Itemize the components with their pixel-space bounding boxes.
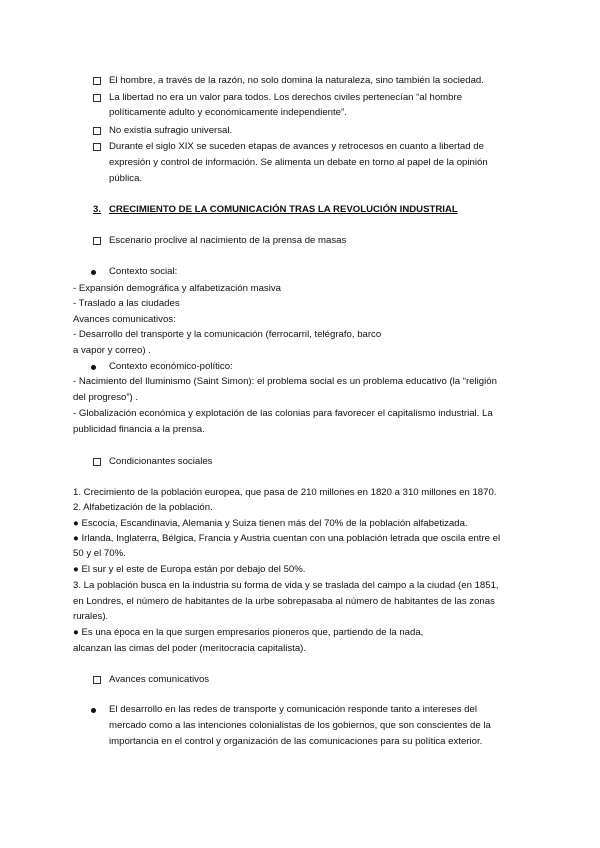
checkbox-icon bbox=[93, 127, 101, 135]
bullet-icon bbox=[91, 365, 96, 370]
social-line-1: - Expansión demográfica y alfabetización masiva bbox=[73, 283, 281, 294]
econ-line-1: - Nacimiento del Iluminismo (Saint Simon): el problema social es un problema educativo (la “religión bbox=[73, 376, 497, 387]
cond-line-11: alcanzan las cimas del poder (meritocracia capitalista). bbox=[73, 643, 307, 654]
checkbox-icon bbox=[93, 143, 101, 151]
avances-line-2: mercado como a las intenciones colonialistas de los gobiernos, que son conscientes de la bbox=[109, 720, 491, 731]
cond-line-4: ● Irlanda, Inglaterra, Bélgica, Francia y Austria cuentan con una población letrada que oscila entre el bbox=[73, 533, 501, 544]
condicionantes-label: Condicionantes sociales bbox=[109, 456, 213, 467]
section-number: 3. bbox=[93, 204, 102, 215]
social-line-4: - Desarrollo del transporte y la comunicación (ferrocarril, telégrafo, barco bbox=[73, 329, 382, 340]
cond-line-5: 50 y el 70%. bbox=[73, 548, 126, 559]
social-line-2: - Traslado a las ciudades bbox=[73, 298, 180, 309]
bullet-icon bbox=[91, 270, 96, 275]
intro-item-1: El hombre, a través de la razón, no solo domina la naturaleza, sino también la sociedad. bbox=[109, 75, 484, 86]
checkbox-icon bbox=[93, 237, 101, 245]
intro-item-4-line-1: Durante el siglo XIX se suceden etapas de avances y retrocesos en cuanto a libertad de bbox=[109, 141, 484, 152]
intro-item-2-line-2: políticamente adulto y económicamente independiente”. bbox=[109, 107, 347, 118]
intro-item-2-line-1: La libertad no era un valor para todos. Los derechos civiles pertenecían “al hombre bbox=[109, 92, 463, 103]
avances-line-3: importancia en el control y organización de las comunicaciones para su política exterior. bbox=[109, 736, 483, 747]
social-line-5: a vapor y correo) . bbox=[73, 345, 151, 356]
cond-line-6: ● El sur y el este de Europa están por debajo del 50%. bbox=[73, 564, 306, 575]
cond-line-2: 2. Alfabetización de la población. bbox=[73, 502, 213, 513]
cond-line-7: 3. La población busca en la industria su forma de vida y se traslada del campo a la ciudad (en 1851, bbox=[73, 580, 499, 591]
econ-context-heading: Contexto económico-político: bbox=[109, 361, 233, 372]
avances-line-1: El desarrollo en las redes de transporte y comunicación responde tanto a intereses del bbox=[109, 704, 477, 715]
section-title: CRECIMIENTO DE LA COMUNICACIÓN TRAS LA REVOLUCIÓN INDUSTRIAL bbox=[109, 204, 458, 215]
bullet-icon bbox=[91, 708, 96, 713]
checkbox-icon bbox=[93, 77, 101, 85]
intro-item-4-line-2: expresión y control de información. Se alimenta un debate en torno al papel de la opinión bbox=[109, 157, 488, 168]
cond-line-8: en Londres, el número de habitantes de la urbe sobrepasaba al número de habitantes de las zonas bbox=[73, 596, 495, 607]
checkbox-icon bbox=[93, 94, 101, 102]
checkbox-icon bbox=[93, 676, 101, 684]
intro-item-3: No existía sufragio universal. bbox=[109, 125, 233, 136]
checkbox-icon bbox=[93, 458, 101, 466]
cond-line-10: ● Es una época en la que surgen empresarios pioneros que, partiendo de la nada, bbox=[73, 627, 424, 638]
intro-item-4-line-3: pública. bbox=[109, 173, 143, 184]
social-line-3: Avances comunicativos: bbox=[73, 314, 176, 325]
econ-line-3: - Globalización económica y explotación de las colonias para favorecer el capitalismo industrial. La bbox=[73, 408, 493, 419]
cond-line-1: 1. Crecimiento de la población europea, que pasa de 210 millones en 1820 a 310 millones en 1870. bbox=[73, 487, 497, 498]
escenario-label: Escenario proclive al nacimiento de la prensa de masas bbox=[109, 235, 347, 246]
econ-line-4: publicidad financia a la prensa. bbox=[73, 424, 205, 435]
econ-line-2: del progreso”) . bbox=[73, 392, 139, 403]
cond-line-9: rurales). bbox=[73, 611, 109, 622]
cond-line-3: ● Escocia, Escandinavia, Alemania y Suiza tienen más del 70% de la población alfabetizada. bbox=[73, 518, 468, 529]
avances-label: Avances comunicativos bbox=[109, 674, 210, 685]
social-context-heading: Contexto social: bbox=[109, 266, 178, 277]
